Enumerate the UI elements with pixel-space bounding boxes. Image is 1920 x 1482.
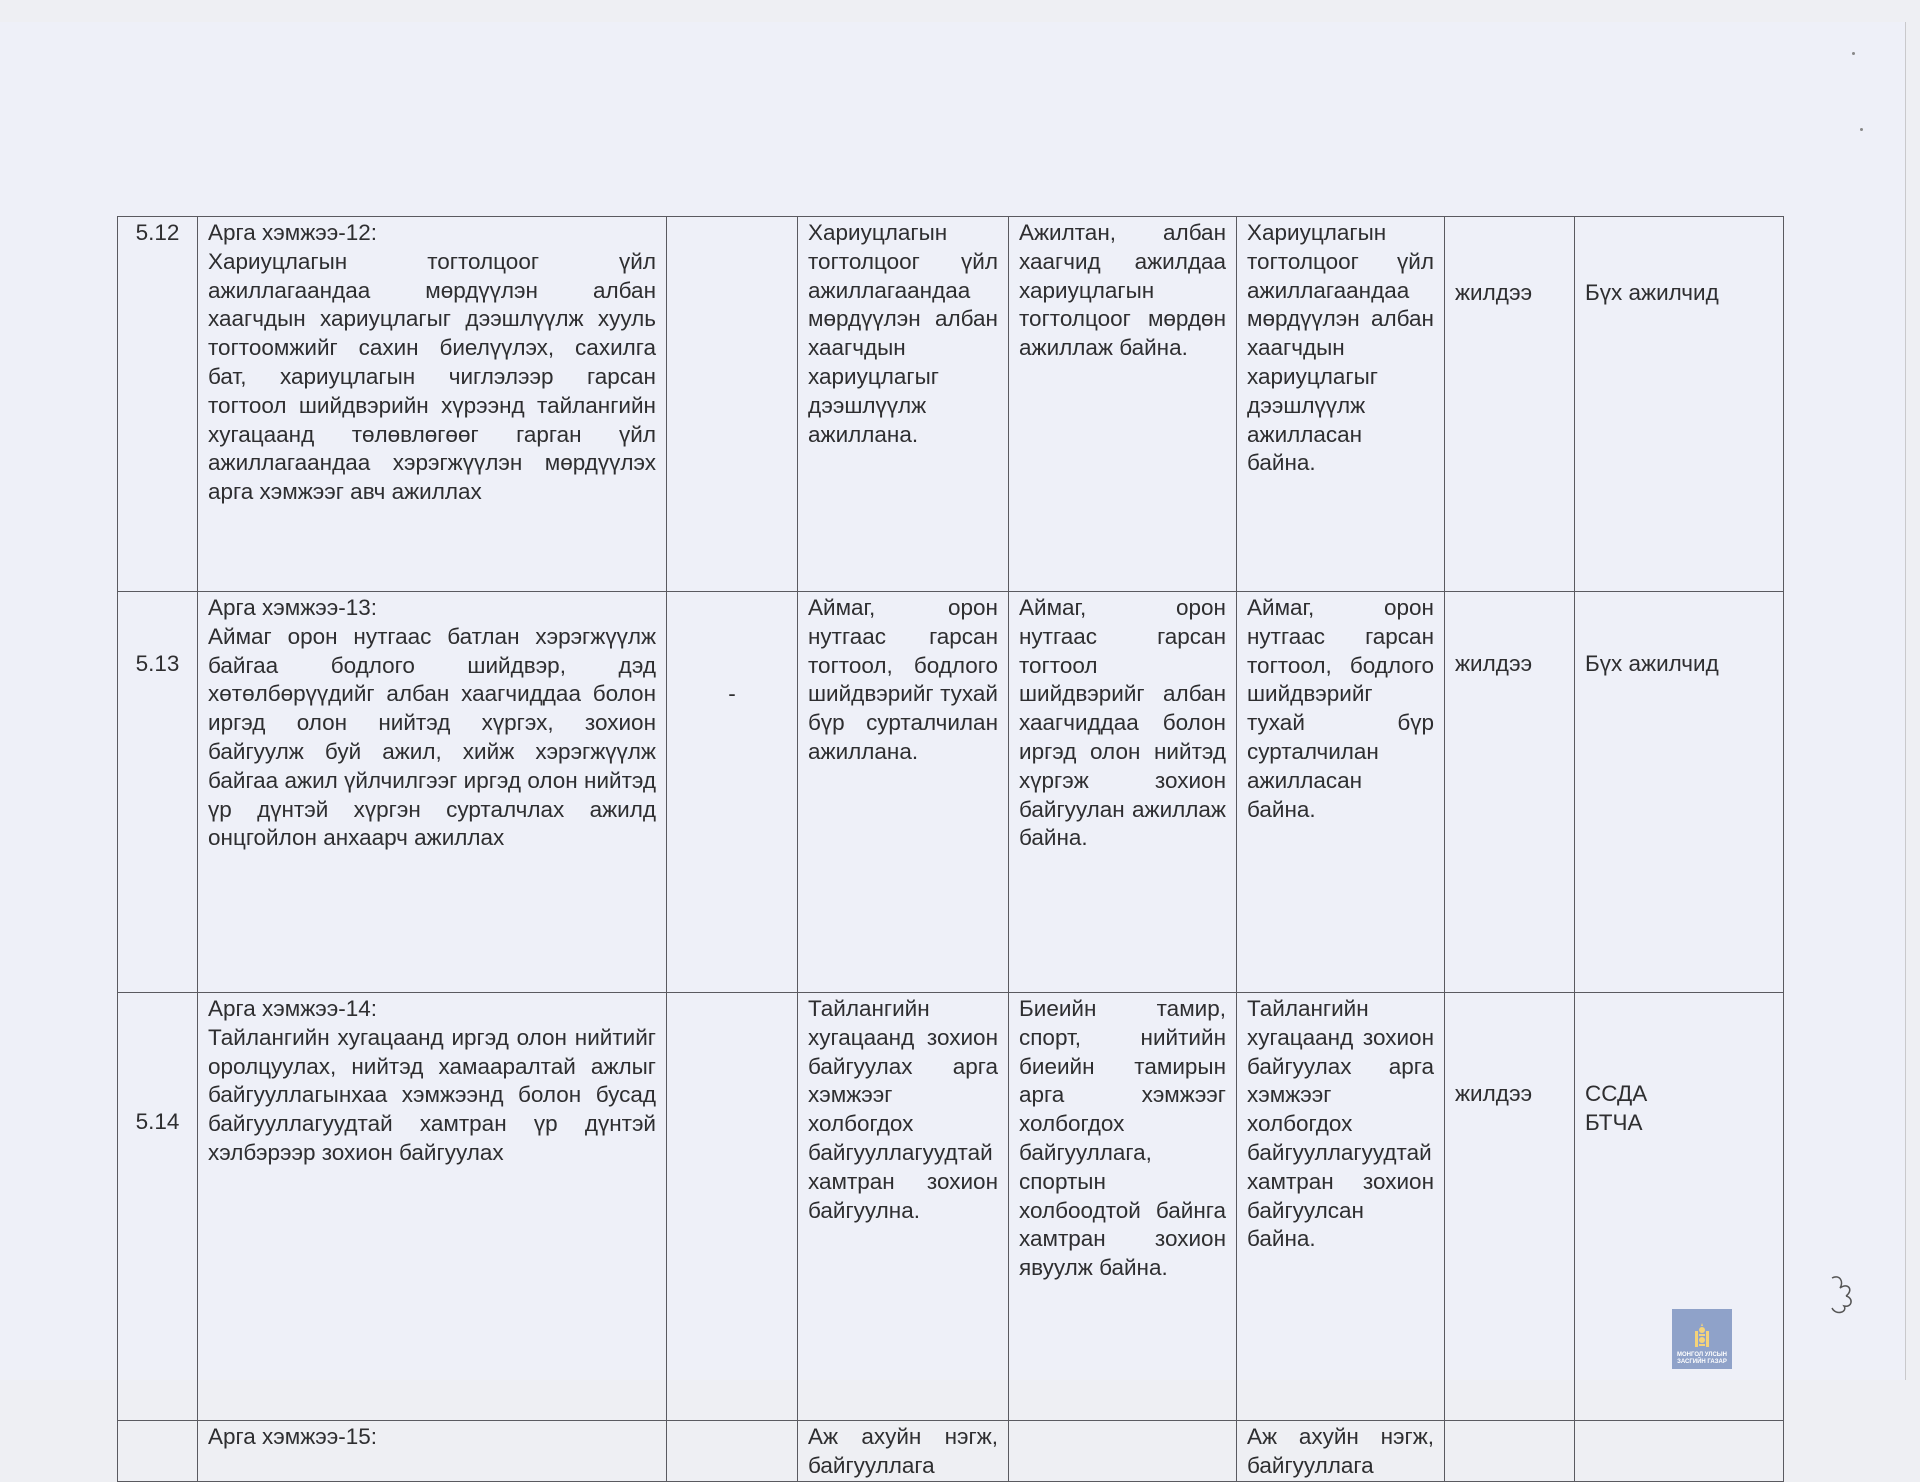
col3-cell bbox=[667, 592, 798, 993]
period-text: жилдээ bbox=[1455, 651, 1533, 676]
period-text: жилдээ bbox=[1455, 1081, 1533, 1106]
target-cell: Тайлангийн хугацаанд зохион байгуулах арга хэмжээг холбогдох байгууллагуудтай хамтран зохион байгуулна. bbox=[798, 993, 1009, 1421]
row-number bbox=[118, 1421, 198, 1482]
table-row bbox=[118, 993, 1784, 1421]
dash-text: - bbox=[728, 681, 736, 706]
measure-title: Арга хэмжээ-13: bbox=[208, 595, 377, 620]
result-cell: Аймаг, орон нутгаас гарсан тогтоол, бодлого шийдвэрийг тухай бүр сурталчилан ажилласан байна. bbox=[1237, 592, 1445, 993]
measure-cell bbox=[198, 592, 667, 993]
period-cell bbox=[1445, 993, 1575, 1421]
col3-cell bbox=[667, 217, 798, 592]
measure-cell bbox=[198, 993, 667, 1421]
measure-text: Аймаг орон нутгаас батлан хэрэгжүүлж байгаа бодлого шийдвэр, дэд хөтөлбөрүүдийг албан хаагчиддаа болон иргэд олон нийтэд хүргэх, зохион байгуулж буй ажил, хийж хэрэгжүүлж байгаа ажил үйлчилгээг иргэд олон нийтэд үр дүнтэй хүргэн сурталчлах ажилд онцгойлон анхаарч ажиллах bbox=[208, 623, 656, 851]
table-row bbox=[118, 592, 1784, 993]
responsible-cell bbox=[1575, 1421, 1784, 1482]
progress-cell: Аймаг, орон нутгаас гарсан тогтоол шийдвэрийг албан хаагчиддаа болон иргэд олон нийтэд хүргэж зохион байгуулан ажиллаж байна. bbox=[1009, 592, 1237, 993]
period-cell bbox=[1445, 1421, 1575, 1482]
measure-title: Арга хэмжээ-15: bbox=[208, 1424, 377, 1449]
measure-text: Тайлангийн хугацаанд иргэд олон нийтийг оролцуулах, нийтэд хамааралтай ажлыг байгууллагынхаа хэмжээнд болон бусад байгууллагуудтай хамтран үр дүнтэй хэлбэрээр зохион байгуулах bbox=[208, 1024, 656, 1165]
responsible-text: Бүх ажилчид bbox=[1585, 280, 1719, 305]
progress-cell bbox=[1009, 1421, 1237, 1482]
scan-speck bbox=[1852, 52, 1855, 55]
result-cell: Хариуцлагын тогтолцоог үйл ажиллагаандаа мөрдүүлэн албан хаагчдын хариуцлагыг дээшлүүлж ажилласан байна. bbox=[1237, 217, 1445, 592]
progress-cell: Ажилтан, албан хаагчид ажилдаа хариуцлагын тогтолцоог мөрдөн ажиллаж байна. bbox=[1009, 217, 1237, 592]
table-row bbox=[118, 217, 1784, 592]
measure-cell bbox=[198, 217, 667, 592]
measure-cell bbox=[198, 1421, 667, 1482]
progress-cell: Биеийн тамир, спорт, нийтийн биеийн тамирын арга хэмжээг холбогдох байгууллага, спортын холбоодтой байнга хамтран зохион явуулж байна. bbox=[1009, 993, 1237, 1421]
col3-cell bbox=[667, 1421, 798, 1482]
period-cell bbox=[1445, 217, 1575, 592]
target-cell: Аж ахуйн нэгж, байгууллага bbox=[798, 1421, 1009, 1482]
result-cell: Тайлангийн хугацаанд зохион байгуулах арга хэмжээг холбогдох байгууллагуудтай хамтран зохион байгуулсан байна. bbox=[1237, 993, 1445, 1421]
responsible-text: ССДА БТЧА bbox=[1585, 1081, 1648, 1135]
responsible-cell bbox=[1575, 592, 1784, 993]
measure-text: Хариуцлагын тогтолцоог үйл ажиллагаандаа мөрдүүлэн албан хаагчдын хариуцлагыг дээшлүүлж хууль тогтоомжийг сахин биелүүлэх, сахилга бат, хариуцлагын чиглэлээр гарсан тогтоол шийдвэрийн хүрээнд тайлангийн хугацаанд төлөвлөгөөг гарган үйл ажиллагаандаа хэрэгжүүлэн мөрдүүлэх арга хэмжээг авч ажиллах bbox=[208, 248, 656, 505]
col3-cell bbox=[667, 993, 798, 1421]
period-text: жилдээ bbox=[1455, 280, 1533, 305]
row-number: 5.12 bbox=[118, 217, 198, 592]
row-number: 5.14 bbox=[118, 993, 198, 1421]
scan-speck bbox=[1860, 128, 1863, 131]
action-plan-table bbox=[117, 216, 1784, 1482]
target-cell: Аймаг, орон нутгаас гарсан тогтоол, бодлого шийдвэрийг тухай бүр сурталчилан ажиллана. bbox=[798, 592, 1009, 993]
responsible-cell bbox=[1575, 217, 1784, 592]
target-cell: Хариуцлагын тогтолцоог үйл ажиллагаандаа мөрдүүлэн албан хаагчдын хариуцлагыг дээшлүүлж ажиллана. bbox=[798, 217, 1009, 592]
responsible-text: Бүх ажилчид bbox=[1585, 651, 1719, 676]
period-cell bbox=[1445, 592, 1575, 993]
seal-text: МОНГОЛ УЛСЫН ЗАСГИЙН ГАЗАР bbox=[1677, 1352, 1727, 1365]
measure-title: Арга хэмжээ-14: bbox=[208, 996, 377, 1021]
table-row bbox=[118, 1421, 1784, 1482]
row-number: 5.13 bbox=[118, 592, 198, 993]
government-seal bbox=[1672, 1309, 1732, 1369]
result-cell: Аж ахуйн нэгж, байгууллага bbox=[1237, 1421, 1445, 1482]
handwritten-page-number bbox=[1820, 1268, 1870, 1318]
measure-title: Арга хэмжээ-12: bbox=[208, 220, 377, 245]
soyombo-emblem-icon bbox=[1695, 1323, 1709, 1349]
